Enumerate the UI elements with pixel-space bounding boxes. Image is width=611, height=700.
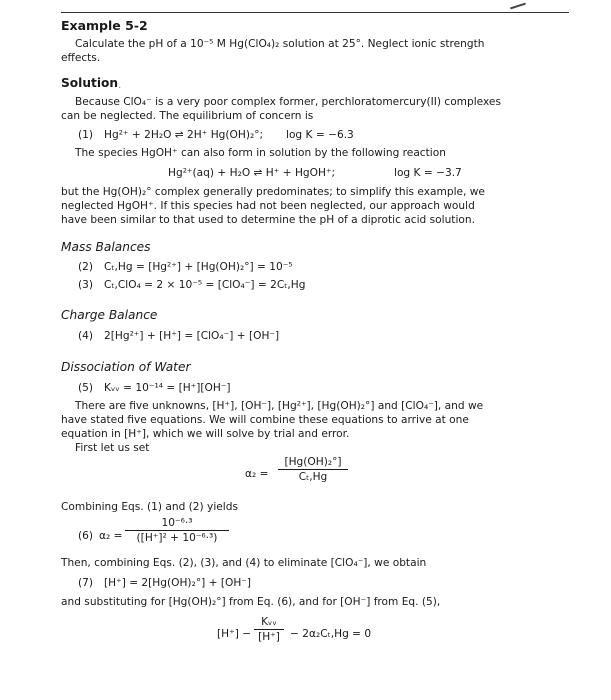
problem-line-1: Calculate the pH of a 10⁻⁵ M Hg(ClO₄)₂ solution at 25°. Neglect ionic strength bbox=[75, 38, 485, 50]
top-rule bbox=[61, 12, 569, 13]
solution-heading: Solution bbox=[61, 76, 119, 90]
eq5-label: (5) bbox=[78, 382, 94, 394]
para3-line-2: have stated five equations. We will combine these equations to arrive at one bbox=[61, 414, 469, 426]
combining-line: Combining Eqs. (1) and (2) yields bbox=[61, 501, 238, 513]
alpha-numerator: [Hg(OH)₂°] bbox=[284, 456, 342, 468]
problem-line-2: effects. bbox=[61, 52, 101, 64]
eq3-text: Cₜ,ClO₄ = 2 × 10⁻⁵ = [ClO₄⁻] = 2Cₜ,Hg bbox=[104, 279, 306, 291]
eq1-reaction: Hg²⁺ + 2H₂O ⇌ 2H⁺ Hg(OH)₂°; bbox=[104, 129, 264, 141]
first-let-line: First let us set bbox=[75, 442, 150, 454]
final-eq-lhs: [H⁺] − bbox=[217, 628, 252, 640]
eq6-numerator: 10⁻⁶·³ bbox=[161, 517, 193, 529]
eq1-label: (1) bbox=[78, 129, 94, 141]
solution-mark: . bbox=[118, 79, 122, 91]
eq2-label: (2) bbox=[78, 261, 94, 273]
eq7-label: (7) bbox=[78, 577, 94, 589]
eq4-label: (4) bbox=[78, 330, 94, 342]
substituting-line: and substituting for [Hg(OH)₂°] from Eq. (6), and for [OH⁻] from Eq. (5), bbox=[61, 596, 441, 608]
eq4-text: 2[Hg²⁺] + [H⁺] = [ClO₄⁻] + [OH⁻] bbox=[104, 330, 280, 342]
then-line: Then, combining Eqs. (2), (3), and (4) to eliminate [ClO₄⁻], we obtain bbox=[61, 557, 427, 569]
mass-balances-heading: Mass Balances bbox=[61, 240, 151, 254]
eq7-text: [H⁺] = 2[Hg(OH)₂°] + [OH⁻] bbox=[104, 577, 252, 589]
corner-mark bbox=[510, 3, 526, 10]
eq6-lhs: α₂ = bbox=[99, 530, 123, 542]
alpha-definition-fraction bbox=[278, 456, 348, 483]
eq2-text: Cₜ,Hg = [Hg²⁺] + [Hg(OH)₂°] = 10⁻⁵ bbox=[104, 261, 293, 273]
para2-line-1: but the Hg(OH)₂° complex generally predominates; to simplify this example, we bbox=[61, 186, 485, 198]
final-eq-fraction bbox=[254, 616, 284, 643]
fraction-bar bbox=[278, 469, 348, 470]
species-line: The species HgOH⁺ can also form in solution by the following reaction bbox=[75, 147, 446, 159]
charge-balance-heading: Charge Balance bbox=[61, 308, 158, 322]
species-reaction: Hg²⁺(aq) + H₂O ⇌ H⁺ + HgOH⁺; bbox=[168, 167, 336, 179]
dissociation-heading: Dissociation of Water bbox=[61, 360, 191, 374]
fraction-bar bbox=[254, 629, 284, 630]
final-eq-rhs: − 2α₂Cₜ,Hg = 0 bbox=[290, 628, 372, 640]
eq6-fraction bbox=[125, 517, 229, 544]
final-denominator: [H⁺] bbox=[258, 631, 280, 643]
eq1-logk: log K = −6.3 bbox=[286, 129, 354, 141]
para2-line-3: have been similar to that used to determine the pH of a diprotic acid solution. bbox=[61, 214, 475, 226]
example-title: Example 5-2 bbox=[61, 18, 148, 33]
eq5-text: Kᵥᵥ = 10⁻¹⁴ = [H⁺][OH⁻] bbox=[104, 382, 231, 394]
eq6-denominator: ([H⁺]² + 10⁻⁶·³) bbox=[136, 532, 218, 544]
para2-line-2: neglected HgOH⁺. If this species had not been neglected, our approach would bbox=[61, 200, 475, 212]
final-numerator: Kᵥᵥ bbox=[261, 616, 277, 628]
species-logk: log K = −3.7 bbox=[394, 167, 462, 179]
fraction-bar bbox=[125, 530, 229, 531]
para3-line-1: There are five unknowns, [H⁺], [OH⁻], [Hg²⁺], [Hg(OH)₂°] and [ClO₄⁻], and we bbox=[75, 400, 484, 412]
eq3-label: (3) bbox=[78, 279, 94, 291]
alpha-definition-lhs: α₂ = bbox=[245, 468, 269, 480]
para1-line-1: Because ClO₄⁻ is a very poor complex former, perchloratomercury(II) complexes bbox=[75, 96, 501, 108]
alpha-denominator: Cₜ,Hg bbox=[298, 471, 328, 483]
para1-line-2: can be neglected. The equilibrium of concern is bbox=[61, 110, 314, 122]
eq6-label: (6) bbox=[78, 530, 94, 542]
para3-line-3: equation in [H⁺], which we will solve by trial and error. bbox=[61, 428, 350, 440]
